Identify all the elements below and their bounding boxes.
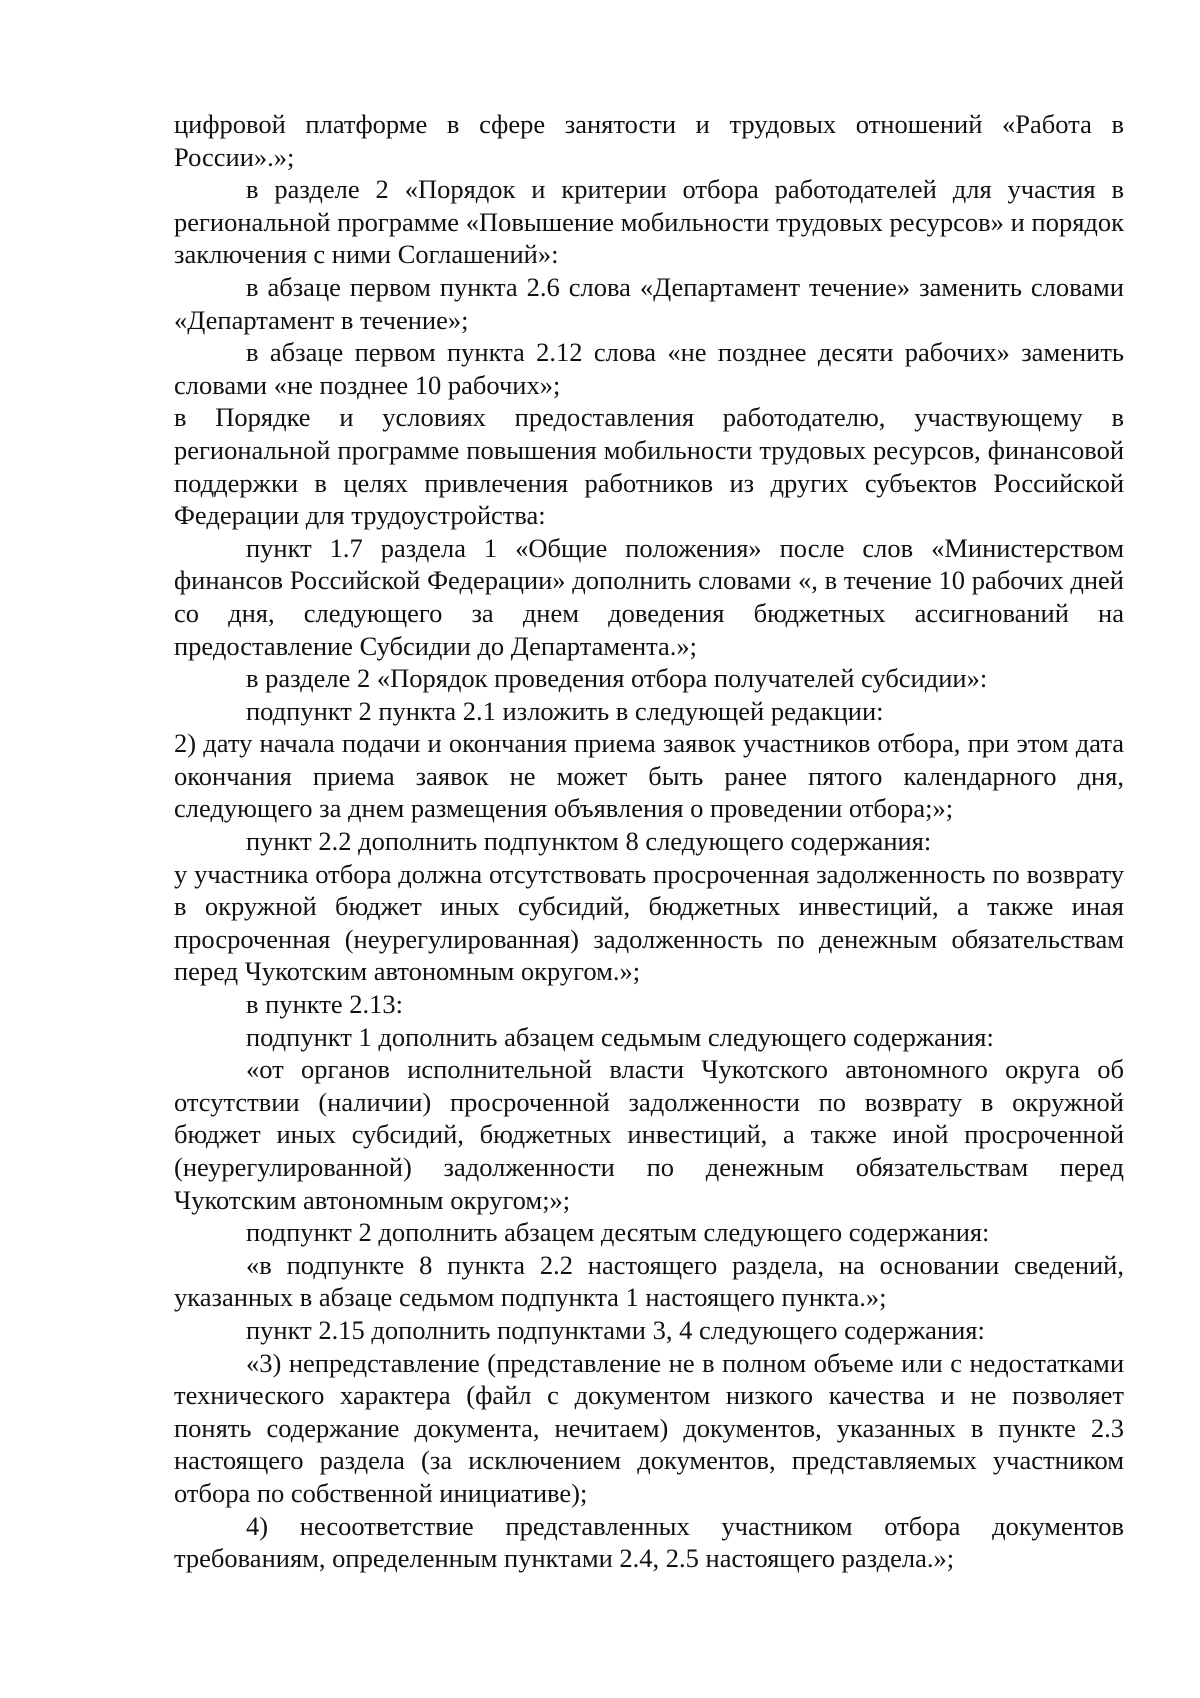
paragraph: подпункт 2 дополнить абзацем десятым следующего содержания: xyxy=(246,1217,990,1248)
paragraph: 2) дату начала подачи и окончания приема заявок участников отбора, при этом дата окончания приема заявок не может быть ранее пятого календарного дня, следующего за днем размещения объявления о проведении отбора;»; xyxy=(174,728,1124,824)
paragraph: в разделе 2 «Порядок и критерии отбора работодателей для участия в региональной программе «Повышение мобильности трудовых ресурсов» и порядок заключения с ними Соглашений»: xyxy=(174,174,1124,270)
paragraph: пункт 1.7 раздела 1 «Общие положения» после слов «Министерством финансов Российской Федерации» дополнить словами «, в течение 10 рабочих дней со дня, следующего за днем доведения бюджетных ассигнований на предоставление Субсидии до Департамента.»; xyxy=(174,532,1124,661)
paragraph: «в подпункте 8 пункта 2.2 настоящего раздела, на основании сведений, указанных в абзаце седьмом подпункта 1 настоящего пункта.»; xyxy=(174,1249,1124,1313)
paragraph: пункт 2.2 дополнить подпунктом 8 следующего содержания: xyxy=(246,826,932,857)
paragraph: пункт 2.15 дополнить подпунктами 3, 4 следующего содержания: xyxy=(246,1314,985,1345)
paragraph: «от органов исполнительной власти Чукотского автономного округа об отсутствии (наличии) просроченной задолженности по возврату в окружной бюджет иных субсидий, бюджетных инвестиций, а также иной просроченной (неурегулированной) задолженности по денежным обязательствам перед Чукотским автономным округом;»; xyxy=(174,1054,1124,1215)
paragraph: в абзаце первом пункта 2.12 слова «не позднее десяти рабочих» заменить словами «не позднее 10 рабочих»; xyxy=(174,337,1124,400)
paragraph: в пункте 2.13: xyxy=(246,989,403,1020)
paragraph: в абзаце первом пункта 2.6 слова «Департамент течение» заменить словами «Департамент в течение»; xyxy=(174,271,1124,335)
paragraph: у участника отбора должна отсутствовать просроченная задолженность по возврату в окружной бюджет иных субсидий, бюджетных инвестиций, а также иная просроченная (неурегулированная) задолженность по денежным обязательствам перед Чукотским автономным округом.»; xyxy=(174,858,1124,987)
document-page xyxy=(174,108,1124,1575)
paragraph: «3) непредставление (представление не в полном объеме или с недостатками технического характера (файл с документом низкого качества и не позволяет понять содержание документа, нечитаем) документов, указанных в пункте 2.3 настоящего раздела (за исключением документов, представляемых участником отбора по собственной инициативе); xyxy=(174,1347,1124,1508)
paragraph: подпункт 1 дополнить абзацем седьмым следующего содержания: xyxy=(246,1021,994,1052)
paragraph: цифровой платформе в сфере занятости и трудовых отношений «Работа в России».»; xyxy=(174,109,1124,172)
paragraph: 4) несоответствие представленных участником отбора документов требованиям, определенным пунктами 2.4, 2.5 настоящего раздела.»; xyxy=(174,1510,1124,1574)
paragraph: в разделе 2 «Порядок проведения отбора получателей субсидии»: xyxy=(246,663,988,694)
paragraph: подпункт 2 пункта 2.1 изложить в следующей редакции: xyxy=(246,695,884,726)
paragraph: в Порядке и условиях предоставления работодателю, участвующему в региональной программе повышения мобильности трудовых ресурсов, финансовой поддержки в целях привлечения работников из других субъектов Российской Федерации для трудоустройства: xyxy=(174,402,1124,531)
